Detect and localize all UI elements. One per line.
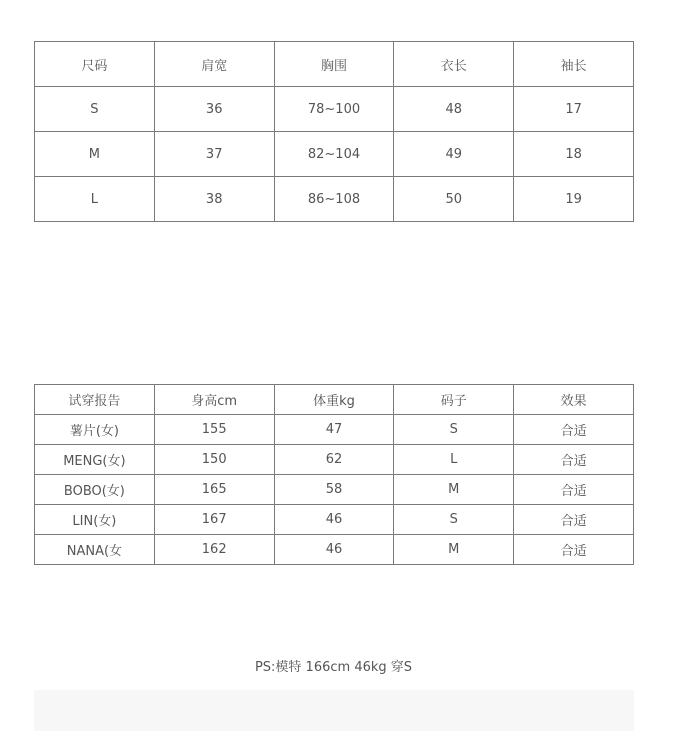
table-cell: M	[394, 535, 514, 565]
bottom-shaded-area	[34, 690, 634, 731]
fit-header-size: 码子	[394, 385, 514, 415]
table-cell: M	[35, 132, 155, 177]
table-cell: 18	[514, 132, 634, 177]
table-row	[35, 445, 634, 475]
table-cell: 78~100	[274, 87, 394, 132]
table-cell: 47	[274, 415, 394, 445]
table-cell: 49	[394, 132, 514, 177]
size-header-size: 尺码	[35, 42, 155, 87]
size-chart-header-row	[35, 42, 634, 87]
table-cell: 86~108	[274, 177, 394, 222]
table-cell: BOBO(女)	[35, 475, 155, 505]
table-cell: MENG(女)	[35, 445, 155, 475]
table-cell: 合适	[514, 445, 634, 475]
table-cell: 46	[274, 535, 394, 565]
table-cell: S	[394, 505, 514, 535]
table-cell: L	[394, 445, 514, 475]
table-cell: NANA(女	[35, 535, 155, 565]
table-cell: 合适	[514, 505, 634, 535]
table-cell: 165	[154, 475, 274, 505]
table-cell: LIN(女)	[35, 505, 155, 535]
table-cell: 19	[514, 177, 634, 222]
size-header-bust: 胸围	[274, 42, 394, 87]
table-cell: 50	[394, 177, 514, 222]
table-cell: 薯片(女)	[35, 415, 155, 445]
fit-header-height: 身高cm	[154, 385, 274, 415]
table-cell: 167	[154, 505, 274, 535]
table-row	[35, 535, 634, 565]
table-row	[35, 87, 634, 132]
table-cell: 58	[274, 475, 394, 505]
table-cell: 17	[514, 87, 634, 132]
table-cell: 62	[274, 445, 394, 475]
fit-report-table	[34, 384, 634, 565]
table-cell: 38	[154, 177, 274, 222]
table-cell: L	[35, 177, 155, 222]
table-row	[35, 132, 634, 177]
table-row	[35, 177, 634, 222]
table-cell: 48	[394, 87, 514, 132]
table-cell: S	[35, 87, 155, 132]
size-header-length: 衣长	[394, 42, 514, 87]
table-cell: 合适	[514, 535, 634, 565]
table-cell: 合适	[514, 415, 634, 445]
table-cell: M	[394, 475, 514, 505]
model-note: PS:模特 166cm 46kg 穿S	[254, 660, 413, 675]
table-cell: 155	[154, 415, 274, 445]
table-cell: 46	[274, 505, 394, 535]
size-chart-table	[34, 41, 634, 222]
table-cell: S	[394, 415, 514, 445]
fit-report-header-row	[35, 385, 634, 415]
table-cell: 150	[154, 445, 274, 475]
table-row	[35, 415, 634, 445]
table-row	[35, 505, 634, 535]
table-row	[35, 475, 634, 505]
table-cell: 36	[154, 87, 274, 132]
table-cell: 37	[154, 132, 274, 177]
fit-header-report: 试穿报告	[35, 385, 155, 415]
table-cell: 162	[154, 535, 274, 565]
size-header-shoulder: 肩宽	[154, 42, 274, 87]
fit-header-weight: 体重kg	[274, 385, 394, 415]
fit-header-result: 效果	[514, 385, 634, 415]
table-cell: 合适	[514, 475, 634, 505]
size-header-sleeve: 袖长	[514, 42, 634, 87]
table-cell: 82~104	[274, 132, 394, 177]
